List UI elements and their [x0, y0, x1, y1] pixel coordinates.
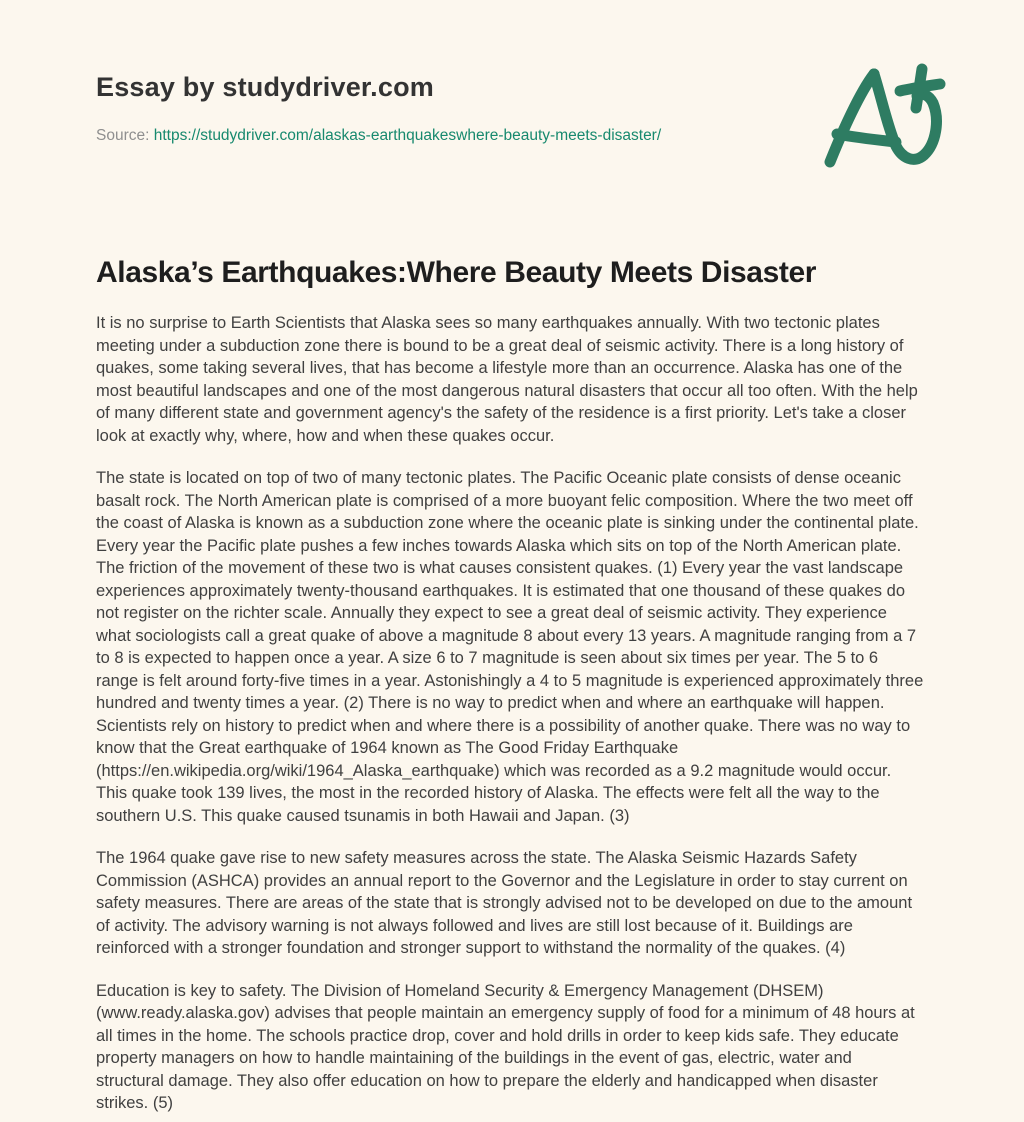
source-label: Source:	[96, 127, 150, 144]
source-link[interactable]: https://studydriver.com/alaskas-earthquakeswhere-beauty-meets-disaster/	[153, 127, 662, 144]
article-paragraph: The 1964 quake gave rise to new safety measures across the state. The Alaska Seismic Hazards Safety Commission (ASHCA) provides an annual report to the Governor and the Legislature in order to stay current on safety measures. There are areas of the state that is strongly advised not to be developed on due to the amount of activity. The advisory warning is not always followed and lives are still lost because of it. Buildings are reinforced with a stronger foundation and stronger support to withstand the normality of the quakes. (4)	[96, 849, 913, 957]
article-paragraph: Education is key to safety. The Division of Homeland Security & Emergency Management (DHSEM) (www.ready.alaska.gov) advises that people maintain an emergency supply of food for a minimum of 48 hours at all times in the home. The schools practice drop, cover and hold drills in order to keep kids safe. They educate property managers on how to handle maintaining of the buildings in the event of gas, electric, water and structural damage. They also offer education on how to prepare the elderly and handicapped when disaster strikes. (5)	[96, 981, 915, 1112]
article-paragraph: It is no surprise to Earth Scientists that Alaska sees so many earthquakes annually. With two tectonic plates meeting under a subduction zone there is bound to be a great deal of seismic activity. There is a long history of quakes, some taking several lives, that has become a lifestyle more than an occurrence. Alaska has one of the most beautiful landscapes and one of the most dangerous natural disasters that occur all too often. With the help of many different state and government agency's the safety of the residence is a first priority. Let's take a closer look at exactly why, where, how and when these quakes occur.	[96, 314, 918, 445]
a-plus-logo-icon	[816, 58, 948, 178]
page-title: Essay by studydriver.com	[96, 72, 434, 102]
article-title: Alaska’s Earthquakes:Where Beauty Meets Disaster	[96, 256, 817, 289]
article-paragraph: The state is located on top of two of many tectonic plates. The Pacific Oceanic plate consists of dense oceanic basalt rock. The North American plate is comprised of a more buoyant felic composition. Where the two meet off the coast of Alaska is known as a subduction zone where the oceanic plate is sinking under the continental plate. Every year the Pacific plate pushes a few inches towards Alaska which sits on top of the North American plate. The friction of the movement of these two is what causes consistent quakes. (1) Every year the vast landscape experiences approximately twenty-thousand earthquakes. It is estimated that one thousand of these quakes do not register on the richter scale. Annually they expect to see a great deal of seismic activity. They experience what sociologists call a great quake of above a magnitude 8 about every 13 years. A magnitude ranging from a 7 to 8 is expected to happen once a year. A size 6 to 7 magnitude is seen about six times per year. The 5 to 6 range is felt around forty-five times in a year. Astonishingly a 4 to 5 magnitude is experienced approximately three hundred and twenty times a year. (2) There is no way to predict when and where an earthquake will happen. Scientists rely on history to predict when and where there is a possibility of another quake. There was no way to know that the Great earthquake of 1964 known as The Good Friday Earthquake (https://en.wikipedia.org/wiki/1964_Alaska_earthquake) which was recorded as a 9.2 magnitude would occur. This quake took 139 lives, the most in the recorded history of Alaska. The effects were felt all the way to the southern U.S. This quake caused tsunamis in both Hawaii and Japan. (3)	[96, 469, 924, 825]
source-line	[96, 126, 924, 146]
